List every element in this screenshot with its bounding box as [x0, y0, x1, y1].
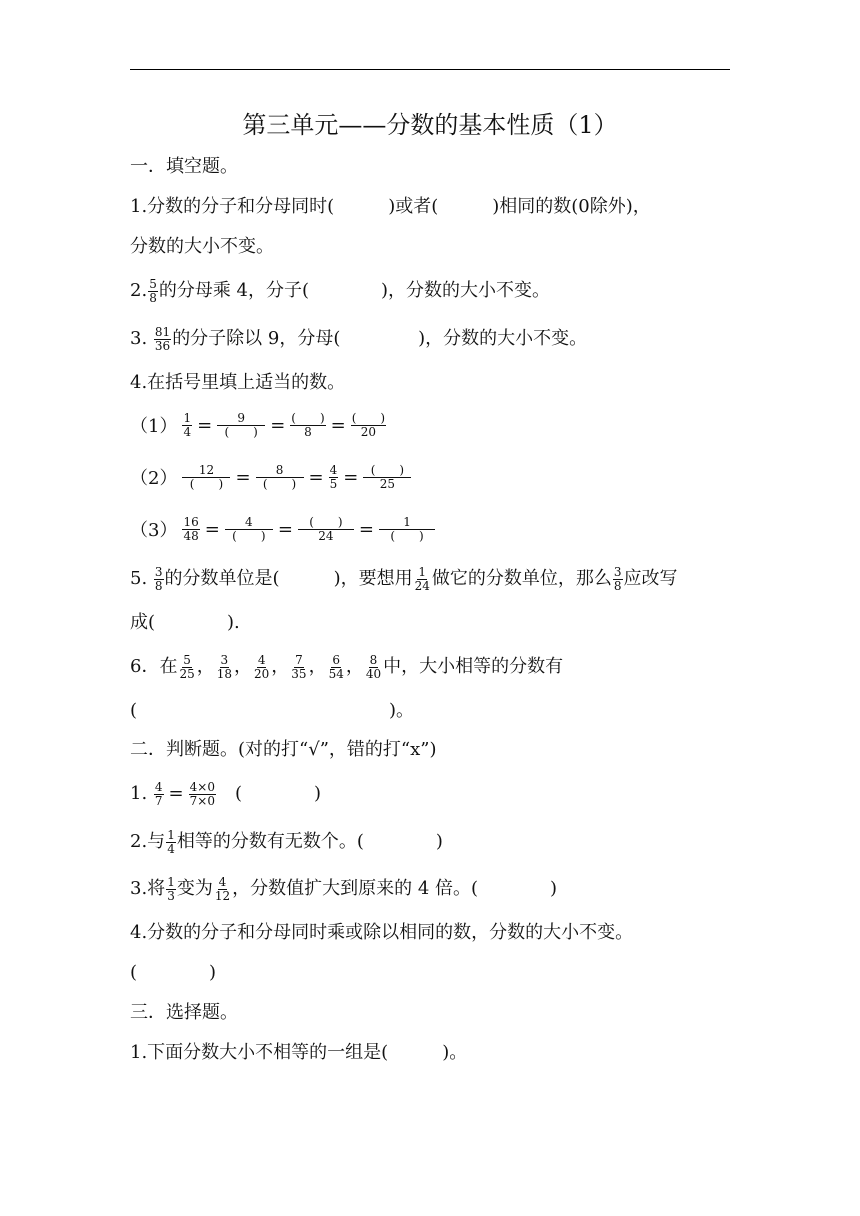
fraction: $\frac{4}{12}$ — [214, 874, 231, 903]
q1-4: 4.在括号里填上适当的数。 — [130, 372, 346, 393]
section3-heading: 三．选择题。 — [130, 1002, 238, 1023]
equals-sign: = — [168, 783, 184, 804]
q1-6 — [130, 652, 563, 682]
q1-2-prefix: 2. — [130, 280, 148, 301]
equals-sign: = — [277, 518, 293, 540]
fraction: $\frac{3}{8}$ — [613, 564, 622, 593]
q2-2-text: 相等的分数有无数个。( ) — [176, 831, 443, 852]
equals-sign: = — [330, 414, 346, 436]
q2-1-prefix: 1. — [130, 783, 153, 804]
q1-1-line2: 分数的大小不变。 — [130, 236, 274, 257]
q1-5-text-a: 的分数单位是( )，要想用 — [164, 568, 413, 589]
fraction: $\frac{( )}{24}$ — [298, 516, 354, 543]
q1-1-line1: 1.分数的分子和分母同时( )或者( )相同的数(0除外)， — [130, 196, 651, 217]
fraction: $\frac{7}{35}$ — [291, 652, 307, 681]
q2-4-line1: 4.分数的分子和分母同时乘或除以相同的数，分数的大小不变。 — [130, 922, 634, 943]
q1-4-3 — [130, 511, 436, 547]
fraction: $\frac{6}{54}$ — [328, 652, 344, 681]
q1-5 — [130, 564, 678, 594]
fraction: $\frac{8}{( )}$ — [256, 464, 304, 491]
q1-5-text-c: 应改写 — [623, 568, 678, 589]
q2-2-prefix: 2.与 — [130, 831, 166, 852]
q2-2 — [130, 827, 443, 857]
fraction: $\frac{1}{4}$ — [183, 410, 192, 439]
fraction: $\frac{5}{25}$ — [179, 652, 195, 681]
q3-1: 1.下面分数大小不相等的一组是( )。 — [130, 1042, 468, 1063]
fraction: $\frac{4}{5}$ — [329, 462, 338, 491]
q1-5-text-b: 做它的分数单位，那么 — [431, 568, 612, 589]
q1-3-text: 的分子除以 9，分母( )，分数的大小不变。 — [172, 328, 588, 349]
page-title: 第三单元——分数的基本性质（1） — [242, 111, 618, 139]
q1-2-text: 的分母乘 4，分子( )，分数的大小不变。 — [158, 280, 551, 301]
separator: ， — [234, 656, 253, 677]
q2-3-mid: 变为 — [176, 878, 213, 899]
fraction: $\frac{9}{( )}$ — [217, 412, 265, 439]
sub-label: （1） — [130, 416, 178, 437]
fraction: $\frac{3}{18}$ — [216, 652, 233, 681]
separator: ， — [308, 656, 327, 677]
q1-6-prefix: 6．在 — [130, 656, 178, 677]
q2-1 — [130, 779, 321, 809]
q1-3-prefix: 3. — [130, 328, 153, 349]
fraction: $\frac{1}{4}$ — [167, 827, 175, 856]
equals-sign: = — [270, 414, 286, 436]
q1-2 — [130, 276, 550, 306]
sub-label: （3） — [130, 520, 178, 541]
equals-sign: = — [197, 414, 213, 436]
separator: ， — [271, 656, 290, 677]
equals-sign: = — [235, 466, 251, 488]
fraction: $\frac{3}{8}$ — [154, 564, 163, 593]
q1-4-2 — [130, 459, 412, 495]
fraction: $\frac{4\times 0}{7\times 0}$ — [189, 779, 215, 808]
separator: ， — [196, 656, 215, 677]
equals-sign: = — [343, 466, 359, 488]
equals-sign: = — [308, 466, 324, 488]
fraction: $\frac{8}{40}$ — [365, 652, 382, 681]
sub-label: （2） — [130, 468, 178, 489]
q1-6-line2: ( )。 — [130, 700, 415, 721]
fraction: $\frac{5}{8}$ — [149, 276, 157, 305]
fraction: $\frac{( )}{20}$ — [351, 410, 386, 439]
q1-5-prefix: 5. — [130, 568, 153, 589]
equals-sign: = — [204, 518, 220, 540]
fraction: $\frac{12}{( )}$ — [182, 464, 230, 491]
q1-5-line2: 成( ). — [130, 612, 240, 633]
fraction: $\frac{( )}{8}$ — [291, 410, 325, 439]
section2-heading: 二．判断题。(对的打“√”，错的打“x”) — [130, 739, 437, 760]
fraction: $\frac{1}{( )}$ — [379, 516, 435, 543]
top-rule — [130, 69, 730, 70]
q1-4-1 — [130, 407, 387, 443]
fraction: $\frac{81}{36}$ — [154, 324, 171, 353]
separator: ， — [345, 656, 364, 677]
q2-4-line2: ( ) — [130, 962, 217, 983]
section1-heading: 一．填空题。 — [130, 156, 238, 177]
fraction: $\frac{4}{7}$ — [154, 779, 163, 808]
fraction: $\frac{( )}{25}$ — [363, 464, 411, 491]
fraction: $\frac{1}{3}$ — [167, 874, 175, 903]
q2-3-text: ，分数值扩大到原来的 4 倍。( ) — [232, 878, 558, 899]
q2-3-prefix: 3.将 — [130, 878, 166, 899]
answer-blank: ( ) — [216, 783, 322, 804]
q2-3 — [130, 874, 557, 904]
q1-6-text: 中，大小相等的分数有 — [383, 656, 564, 677]
fraction: $\frac{1}{24}$ — [414, 564, 430, 593]
q1-3 — [130, 324, 587, 354]
fraction: $\frac{4}{( )}$ — [225, 516, 273, 543]
equals-sign: = — [358, 518, 375, 540]
fraction: $\frac{4}{20}$ — [254, 652, 270, 681]
fraction: $\frac{16}{48}$ — [183, 514, 199, 543]
